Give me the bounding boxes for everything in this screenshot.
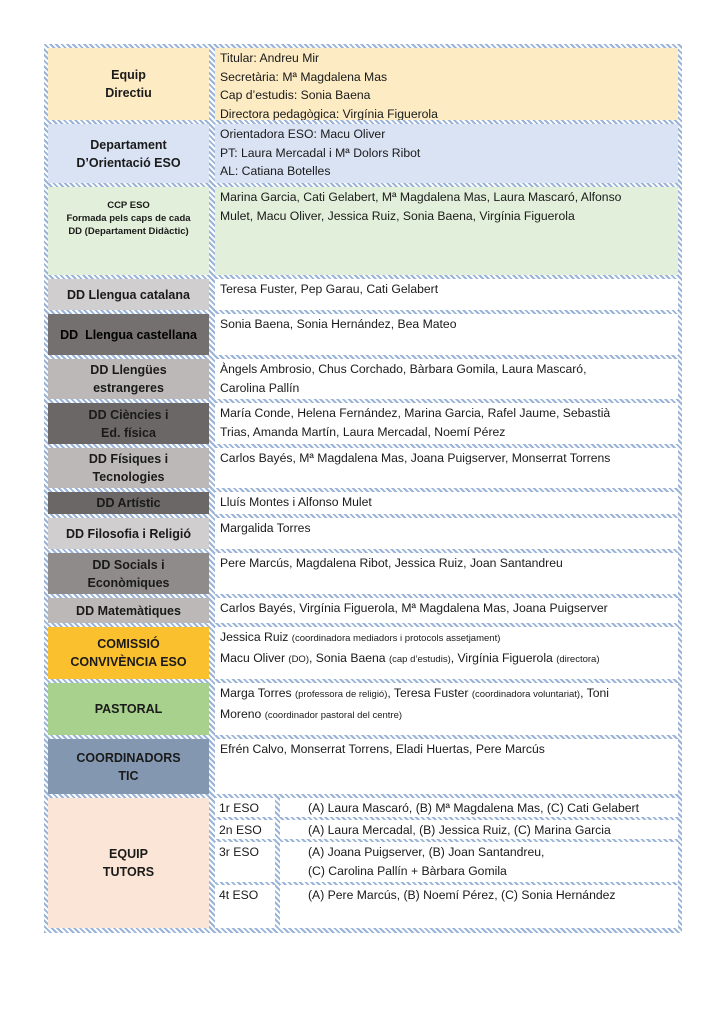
row-content: Sonia Baena, Sonia Hernández, Bea Mateo xyxy=(215,314,678,355)
tutor-names: (A) Pere Marcús, (B) Noemí Pérez, (C) Sonia Hernández xyxy=(280,885,678,928)
row-content: Teresa Fuster, Pep Garau, Cati Gelabert xyxy=(215,279,678,310)
tutor-row-3r xyxy=(215,842,678,882)
row-orientacio xyxy=(48,124,678,183)
row-dd-estrangeres xyxy=(48,359,678,399)
row-content: Pere Marcús, Magdalena Ribot, Jessica Ruiz, Joan Santandreu xyxy=(215,553,678,594)
row-label: PASTORAL xyxy=(48,683,209,735)
course-label: 1r ESO xyxy=(215,798,275,817)
tutor-row-2n xyxy=(215,820,678,839)
row-label: DD Llengua castellana xyxy=(48,314,209,355)
row-label: DD Socials i Econòmiques xyxy=(48,553,209,594)
row-content: Margalida Torres xyxy=(215,518,678,549)
row-label: DD Ciències i Ed. física xyxy=(48,403,209,444)
row-label: CCP ESO Formada pels caps de cada DD (Departament Didàctic) xyxy=(48,187,209,275)
row-label: Departament D’Orientació ESO xyxy=(48,124,209,183)
course-label: 2n ESO xyxy=(215,820,275,839)
row-label: DD Artístic xyxy=(48,492,209,514)
row-dd-matematiques xyxy=(48,598,678,623)
tutor-row-4t xyxy=(215,885,678,928)
tutor-row-1r xyxy=(215,798,678,817)
row-content: Carlos Bayés, Virgínia Figuerola, Mª Magdalena Mas, Joana Puigserver xyxy=(215,598,678,623)
tutor-names: (A) Joana Puigserver, (B) Joan Santandreu, (C) Carolina Pallín + Bàrbara Gomila xyxy=(280,842,678,882)
row-content: Efrén Calvo, Monserrat Torrens, Eladi Huertas, Pere Marcús xyxy=(215,739,678,794)
row-label: DD Físiques i Tecnologies xyxy=(48,448,209,488)
row-content: Marga Torres (professora de religió), Teresa Fuster (coordinadora voluntariat), Toni Moreno (coordinador pastoral del centre) xyxy=(215,683,678,735)
row-dd-catalana xyxy=(48,279,678,310)
row-label: DD Llengües estrangeres xyxy=(48,359,209,399)
row-content: Carlos Bayés, Mª Magdalena Mas, Joana Puigserver, Monserrat Torrens xyxy=(215,448,678,488)
row-content: Lluís Montes i Alfonso Mulet xyxy=(215,492,678,514)
course-label: 3r ESO xyxy=(215,842,275,882)
row-content: Àngels Ambrosio, Chus Corchado, Bàrbara Gomila, Laura Mascaró, Carolina Pallín xyxy=(215,359,678,399)
row-content: Marina Garcia, Cati Gelabert, Mª Magdalena Mas, Laura Mascaró, Alfonso Mulet, Macu Oliver, Jessica Ruiz, Sonia Baena, Virgínia Figuerola xyxy=(215,187,678,275)
tutor-names: (A) Laura Mercadal, (B) Jessica Ruiz, (C) Marina Garcia xyxy=(280,820,678,839)
row-label: DD Matemàtiques xyxy=(48,598,209,623)
row-ccp xyxy=(48,187,678,275)
row-label: DD Filosofia i Religió xyxy=(48,518,209,549)
row-label: COMISSIÓ CONVIVÈNCIA ESO xyxy=(48,627,209,679)
row-content: María Conde, Helena Fernández, Marina Garcia, Rafel Jaume, Sebastià Trias, Amanda Martín, Laura Mercadal, Noemí Pérez xyxy=(215,403,678,444)
row-content: Orientadora ESO: Macu Oliver PT: Laura Mercadal i Mª Dolors Ribot AL: Catiana Botelles xyxy=(215,124,678,183)
tutor-names: (A) Laura Mascaró, (B) Mª Magdalena Mas, (C) Cati Gelabert xyxy=(280,798,678,817)
row-label: Equip Directiu xyxy=(48,48,209,120)
row-equip-tutors xyxy=(48,798,678,928)
row-label: COORDINADORS TIC xyxy=(48,739,209,794)
row-equip-directiu xyxy=(48,48,678,120)
course-label: 4t ESO xyxy=(215,885,275,928)
row-dd-artistic xyxy=(48,492,678,514)
row-pastoral xyxy=(48,683,678,735)
row-label: EQUIP TUTORS xyxy=(48,798,209,928)
row-dd-castellana xyxy=(48,314,678,355)
row-content: Titular: Andreu Mir Secretària: Mª Magdalena Mas Cap d’estudis: Sonia Baena Directora pedagògica: Virgínia Figuerola xyxy=(215,48,678,120)
staff-table xyxy=(44,44,682,933)
row-coordinadors-tic xyxy=(48,739,678,794)
row-dd-ciencies xyxy=(48,403,678,444)
row-dd-filosofia xyxy=(48,518,678,549)
row-content: Jessica Ruiz (coordinadora mediadors i protocols assetjament) Macu Oliver (DO), Sonia Baena (cap d’estudis), Virgínia Figuerola (directora) xyxy=(215,627,678,679)
row-dd-socials xyxy=(48,553,678,594)
row-label: DD Llengua catalana xyxy=(48,279,209,310)
row-dd-fisiques xyxy=(48,448,678,488)
row-comissio-convivencia xyxy=(48,627,678,679)
